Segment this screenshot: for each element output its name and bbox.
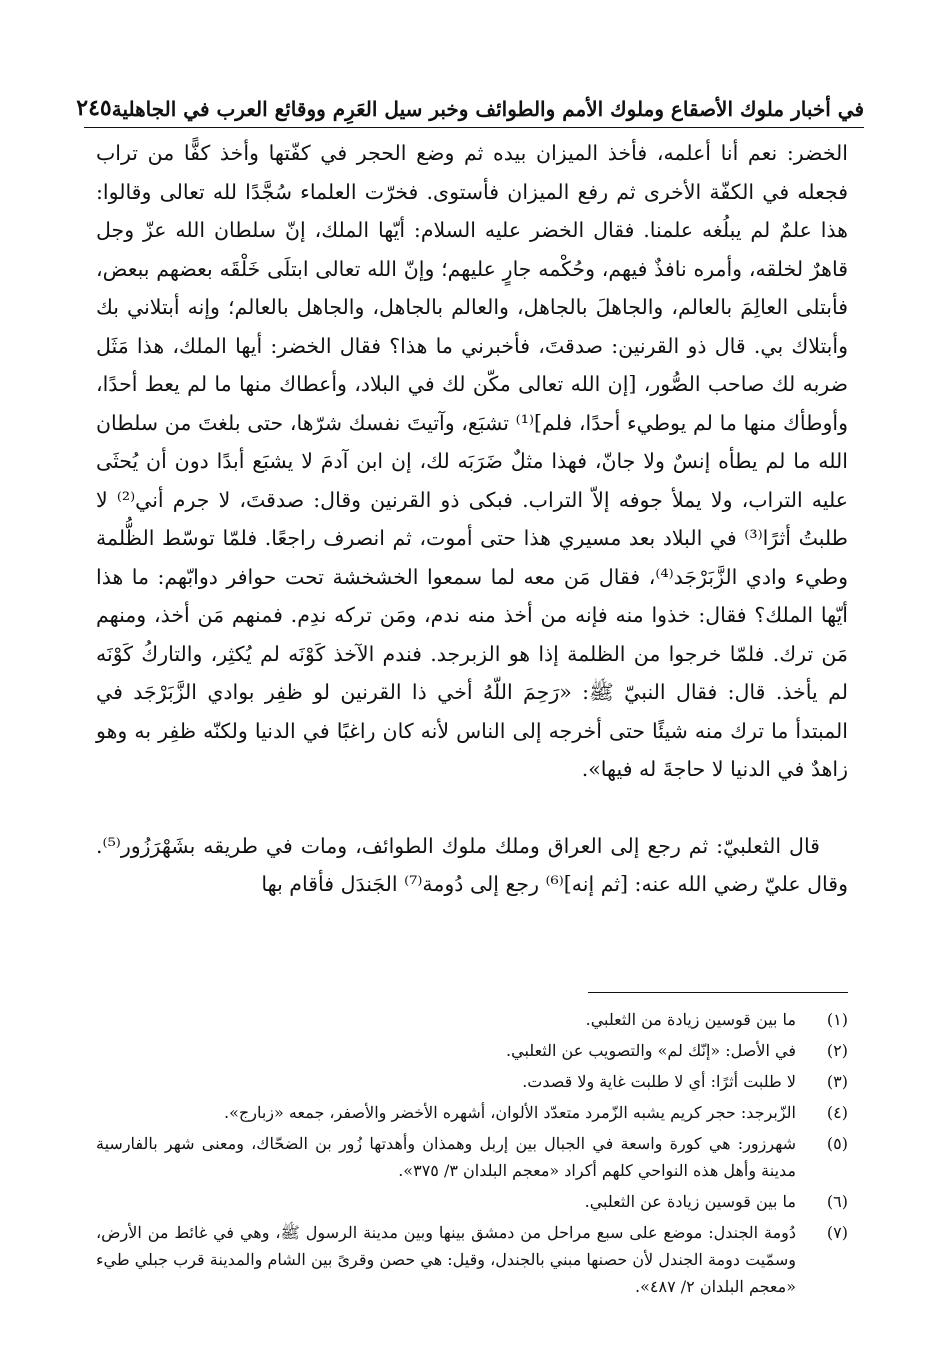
- footnote-number: (٦): [826, 1192, 848, 1211]
- footnote-number: (٢): [826, 1041, 848, 1060]
- footnote-number: (٧): [826, 1223, 848, 1242]
- footnote-text: لا طلبت أثرًا: أي لا طلبت غاية ولا قصدت.: [522, 1072, 796, 1091]
- footnote-text: شهرزور: هي كورة واسعة في الجبال بين إربل وهمذان وأهدتها زُور بن الضحّاك، ومعنى شهر بالفارسية مدينة وأهل هذه النواحي كلهم أكراد «معجم البلدان ٣/ ٣٧٥».: [96, 1134, 796, 1180]
- footnote-number: (٥): [826, 1134, 848, 1153]
- footnote-number: (١): [826, 1010, 848, 1029]
- footnote: [96, 1068, 848, 1095]
- footnote-text: ما بين قوسين زيادة من الثعلبي.: [585, 1010, 796, 1029]
- footnote-text: ما بين قوسين زيادة عن الثعلبي.: [584, 1192, 796, 1211]
- footnote: [96, 1006, 848, 1033]
- footnote-number: (٣): [826, 1072, 848, 1091]
- footnote-divider: [588, 992, 848, 993]
- footnote-number: (٤): [826, 1103, 848, 1122]
- paragraph-1: الخضر: نعم أنا أعلمه، فأخذ الميزان بيده ثم وضع الحجر في كفّتها وأخذ كفًّا من تراب فجعله في الكفّة الأخرى ثم رفع الميزان فأستوى. فخرّت العلماء سُجَّدًا لله تعالى وقالوا: هذا علمٌ لم يبلُغه علمنا. فقال الخضر عليه السلام: أيّها الملك، إنّ سلطان الله عزّ وجل قاهرٌ لخلقه، وأمره نافذٌ فيهم، وحُكْمه جارٍ عليهم؛ وإنّ الله تعالى ابتلَى خَلْقَه بعضهم ببعض، فأبتلى العالِمَ بالعالم، والجاهلَ بالجاهل، والعالم بالجاهل، والجاهل بالعالم؛ وإنه أبتلاني بك وأبتلاك بي. قال ذو القرنين: صدقتَ، فأخبرني ما هذا؟ فقال الخضر: أيها الملك، هذا مَثَل ضربه لك صاحب الصُّور، [إن الله تعالى مكّن لك في البلاد، وأعطاك منها ما لم يعط أحدًا، وأوطأك منها ما لم يوطيء أحدًا، فلم]⁽¹⁾ تشبَع، وآتيتَ نفسك شرّها، حتى بلغتَ من سلطان الله ما لم يطأه إنسٌ ولا جانّ، فهذا مثلٌ ضَرَبَه لك، إن ابن آدمَ لا يشبَع أبدًا دون أن يُحثَى عليه التراب، ولا يملأ جوفه إلاّ التراب. فبكى ذو القرنين وقال: صدقتَ، لا جرم أني⁽²⁾ لا طلبتُ أثرًا⁽³⁾ في البلاد بعد مسيري هذا حتى أموت، ثم انصرف راجعًا. فلمّا توسّط الظُّلمة وطيء وادي الزَّبَرْجَد⁽⁴⁾، فقال مَن معه لما سمعوا الخشخشة تحت حوافر دوابّهم: ما هذا أيّها الملك؟ فقال: خذوا منه فإنه من أخذ منه ندم، ومَن تركه ندِم. فمنهم مَن أخذ، ومنهم مَن ترك. فلمّا خرجوا من الظلمة إذا هو الزبرجد. فندم الآخذ كَوْنَه لم يُكثِر، والتاركُ كَوْنَه لم يأخذ. قال: فقال النبيّ ﷺ: «رَحِمَ اللّهُ أخي ذا القرنين لو ظفِر بوادي الزَّبَرْجَد في المبتدأ ما ترك منه شيئًا حتى أخرجه إلى الناس لأنه كان راغبًا في الدنيا ولكنّه ظفِر به وهو زاهدٌ في الدنيا لا حاجةَ له فيها».: [96, 141, 849, 781]
- main-text: [96, 134, 848, 904]
- footnote: [96, 1130, 848, 1184]
- footnote: [96, 1188, 848, 1215]
- footnotes: [96, 1006, 848, 1304]
- page-header: [76, 84, 864, 128]
- footnote: [96, 1219, 848, 1300]
- paragraph-2: قال الثعلبيّ: ثم رجع إلى العراق وملك ملوك الطوائف، ومات في طريقه بشَهْرَزُور⁽⁵⁾. وقال عليّ رضي الله عنه: [ثم إنه]⁽⁶⁾ رجع إلى دُومة⁽⁷⁾ الجَندَل فأقام بها: [96, 833, 848, 896]
- running-title: في أخبار ملوك الأصقاع وملوك الأمم والطوائف وخبر سيل العَرِم ووقائع العرب في الجاهلية: [111, 97, 864, 121]
- footnote-text: دُومة الجندل: موضع على سبع مراحل من دمشق بينها وبين مدينة الرسول ﷺ، وهي في غائط من الأرض، وسمّيت دومة الجندل لأن حصنها مبني بالجندل، وقيل: هي حصن وقرىً بين الشام والمدينة قرب جبلي طيء «معجم البلدان ٢/ ٤٨٧».: [96, 1223, 796, 1296]
- footnote-text: في الأصل: «إنّك لم» والتصويب عن الثعلبي.: [506, 1041, 796, 1060]
- footnote: [96, 1037, 848, 1064]
- footnote-text: الزّبرجد: حجر كريم يشبه الزّمرد متعدّد الألوان، أشهره الأخضر والأصفر، جمعه «زبارج».: [224, 1103, 796, 1122]
- page-number: ٢٤٥: [76, 95, 112, 121]
- footnote: [96, 1099, 848, 1126]
